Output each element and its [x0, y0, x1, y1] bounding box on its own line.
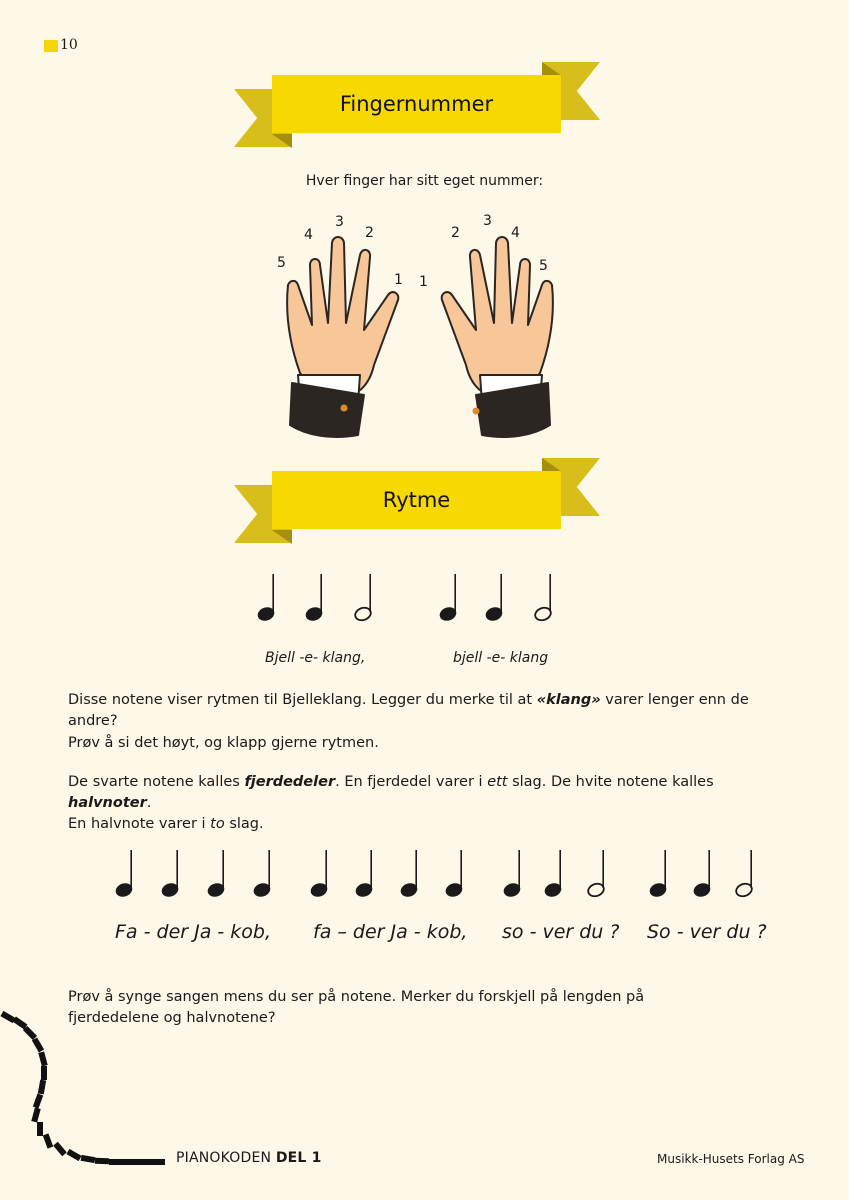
quarter-note — [160, 850, 179, 898]
quarter-note — [543, 850, 562, 898]
piano-key — [33, 1093, 43, 1108]
paragraph-clap: Prøv å si det høyt, og klapp gjerne rytmen. — [68, 735, 379, 751]
piano-key — [123, 1159, 137, 1165]
piano-key — [66, 1149, 81, 1161]
quarter-note — [438, 574, 457, 622]
paragraph-text: Disse notene viser rytmen til Bjelleklang. Legger du merke til at — [68, 692, 537, 708]
lyric-bjelleklang-a: Bjell -e- klang, — [265, 650, 366, 666]
term-fjerdedeler: fjerdedeler — [244, 774, 336, 790]
quarter-note — [484, 574, 503, 622]
term-halvnoter: halvnoter — [68, 795, 147, 811]
piano-key — [137, 1159, 151, 1165]
paragraph-text: slag. — [224, 816, 264, 832]
lyric-jakob-2: fa – der Ja - kob, — [313, 921, 468, 943]
footer-title-part: DEL 1 — [275, 1150, 322, 1166]
piano-key — [43, 1133, 53, 1148]
paragraph-text: De svarte notene kalles — [68, 774, 245, 790]
paragraph-bjelleklang — [68, 690, 788, 732]
piano-key — [53, 1142, 67, 1157]
piano-key — [109, 1159, 123, 1165]
piano-key — [38, 1080, 46, 1095]
footer-title-name: PIANOKODEN — [176, 1150, 272, 1166]
quarter-note — [399, 850, 418, 898]
quarter-note — [304, 574, 323, 622]
left-finger-3: 3 — [335, 214, 344, 230]
right-finger-2: 2 — [451, 225, 460, 241]
footer-book-title — [176, 1150, 322, 1166]
paragraph-note-values — [68, 772, 788, 835]
paragraph-line: fjerdedelene og halvnotene? — [68, 1010, 276, 1026]
quarter-note — [206, 850, 225, 898]
right-finger-5: 5 — [539, 258, 548, 274]
piano-key — [151, 1159, 165, 1165]
quarter-note — [692, 850, 711, 898]
piano-key — [23, 1026, 37, 1040]
emphasis-klang: «klang» — [536, 692, 601, 708]
piano-key — [38, 1051, 47, 1066]
quarter-note — [354, 850, 373, 898]
left-finger-2: 2 — [365, 225, 374, 241]
quarter-note — [502, 850, 521, 898]
quarter-note — [648, 850, 667, 898]
left-finger-4: 4 — [304, 227, 313, 243]
section-title-fingers: Fingernummer — [272, 75, 561, 133]
page-number: 10 — [60, 37, 78, 53]
lyric-jakob-3: so - ver du ? — [502, 921, 620, 943]
section-title-rhythm: Rytme — [272, 471, 561, 529]
half-note — [734, 850, 753, 898]
paragraph-text: varer lenger enn de andre? — [68, 692, 749, 729]
quarter-note — [256, 574, 275, 622]
quarter-note — [252, 850, 271, 898]
piano-keys-decoration — [0, 1005, 175, 1175]
piano-key — [32, 1037, 44, 1052]
half-note — [353, 574, 372, 622]
left-finger-5: 5 — [277, 255, 286, 271]
paragraph-sing — [68, 987, 788, 1029]
left-finger-1: 1 — [394, 272, 403, 288]
piano-key — [31, 1107, 40, 1122]
paragraph-text: . En fjerdedel varer i — [335, 774, 488, 790]
right-finger-4: 4 — [511, 225, 520, 241]
emphasis-ett: ett — [487, 774, 508, 790]
piano-key — [81, 1155, 96, 1163]
paragraph-text: . — [146, 795, 152, 811]
half-note — [533, 574, 552, 622]
quarter-note — [444, 850, 463, 898]
paragraph-text: En halvnote varer i — [68, 816, 211, 832]
lyric-jakob-4: So - ver du ? — [647, 921, 767, 943]
lyric-jakob-1: Fa - der Ja - kob, — [115, 921, 272, 943]
quarter-note — [309, 850, 328, 898]
right-finger-3: 3 — [483, 213, 492, 229]
piano-key — [95, 1158, 109, 1164]
footer-publisher: Musikk-Husets Forlag AS — [657, 1152, 805, 1166]
fingers-intro: Hver finger har sitt eget nummer: — [305, 173, 544, 189]
lyric-bjelleklang-b: bjell -e- klang — [453, 650, 549, 666]
paragraph-text: slag. De hvite notene kalles — [507, 774, 714, 790]
right-finger-1: 1 — [419, 274, 428, 290]
piano-key — [37, 1122, 43, 1136]
piano-key — [41, 1066, 47, 1080]
half-note — [586, 850, 605, 898]
paragraph-line: Prøv å synge sangen mens du ser på notene. Merker du forskjell på lengden på — [68, 989, 645, 1005]
quarter-note — [114, 850, 133, 898]
emphasis-to: to — [210, 816, 225, 832]
piano-key — [13, 1017, 28, 1030]
